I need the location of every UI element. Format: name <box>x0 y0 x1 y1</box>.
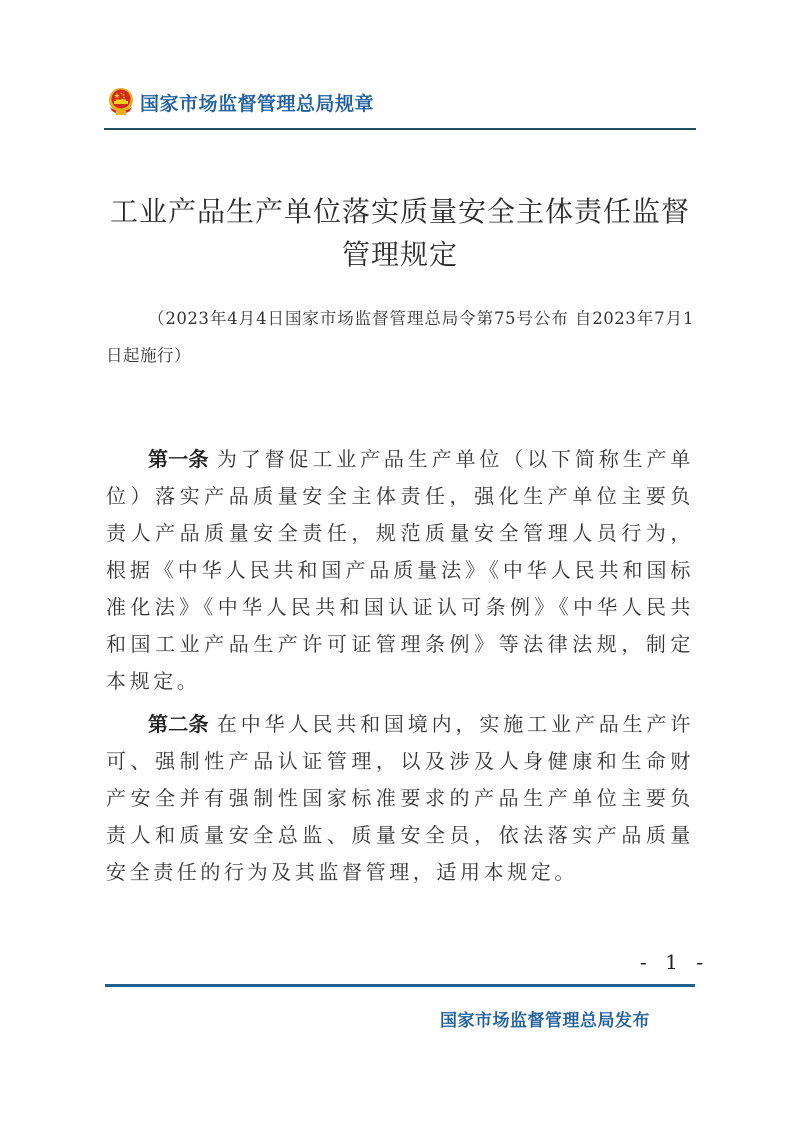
national-emblem-icon <box>107 87 135 117</box>
article-text: 在中华人民共和国境内，实施工业产品生产许可、强制性产品认证管理，以及涉及人身健康和生命财产安全并有强制性国家标准要求的产品生产单位主要负责人和质量安全总监、质量安全员，依法落实产品质量安全责任的行为及其监督管理，适用本规定。 <box>106 712 695 884</box>
header-title: 国家市场监督管理总局规章 <box>140 92 375 115</box>
promulgation-note: （2023年4月4日国家市场监督管理总局令第75号公布 自2023年7月1日起施行） <box>106 309 694 365</box>
article-1 <box>106 441 694 700</box>
article-number: 第一条 <box>148 447 209 471</box>
page-header <box>107 86 374 118</box>
footer-publisher: 国家市场监督管理总局发布 <box>440 1011 650 1031</box>
article-2 <box>106 706 694 891</box>
document-title-line-2: 管理规定 <box>341 238 458 271</box>
document-title <box>100 190 700 276</box>
footer-divider <box>105 984 695 987</box>
document-title-line-1: 工业产品生产单位落实质量安全主体责任监督 <box>109 195 690 228</box>
article-number: 第二条 <box>148 712 209 736</box>
header-divider <box>104 128 696 130</box>
page-number: - 1 - <box>640 950 709 974</box>
article-text: 为了督促工业产品生产单位（以下简称生产单位）落实产品质量安全主体责任，强化生产单位主要负责人产品质量安全责任，规范质量安全管理人员行为，根据《中华人民共和国产品质量法》《中华人民共和国标准化法》《中华人民共和国认证认可条例》《中华人民共和国工业产品生产许可证管理条例》等法律法规，制定本规定。 <box>106 447 695 693</box>
